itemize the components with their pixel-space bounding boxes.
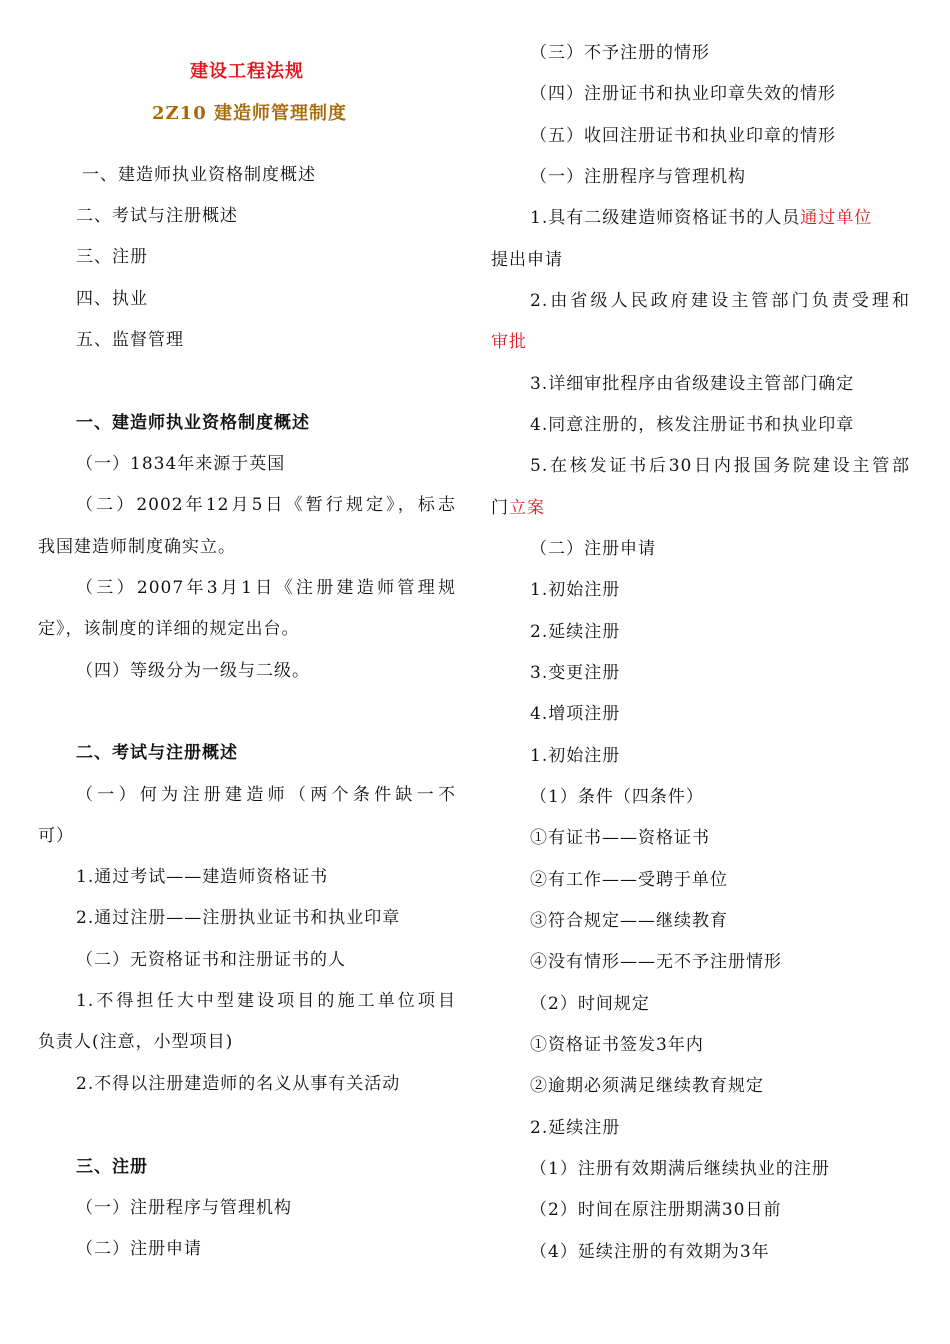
paragraph: 4.同意注册的，核发注册证书和执业印章 [530,415,855,435]
toc-item: 四、执业 [76,289,148,309]
paragraph: （一）注册程序与管理机构 [530,167,746,187]
paragraph: 2.延续注册 [530,622,621,642]
paragraph: 3.详细审批程序由省级建设主管部门确定 [530,374,855,394]
paragraph: ④没有情形——无不予注册情形 [530,952,782,972]
highlight-text: 立案 [509,498,545,518]
paragraph: （五）收回注册证书和执业印章的情形 [530,126,836,146]
paragraph: （4）延续注册的有效期为3年 [530,1242,770,1262]
paragraph: （三）不予注册的情形 [530,43,710,63]
paragraph: （二）2002年12月5日《暂行规定》，标志 [76,495,456,515]
paragraph: 可） [38,826,74,846]
paragraph: 2.通过注册——注册执业证书和执业印章 [76,908,401,928]
paragraph: 1.通过考试——建造师资格证书 [76,867,329,887]
highlight-text: 通过单位 [800,208,873,228]
paragraph: 2.不得以注册建造师的名义从事有关活动 [76,1074,401,1094]
paragraph: ②逾期必须满足继续教育规定 [530,1076,764,1096]
paragraph: （2）时间在原注册期满30日前 [530,1200,782,1220]
paragraph: （1）条件（四条件） [530,787,704,807]
paragraph: （2）时间规定 [530,994,650,1014]
paragraph: （四）注册证书和执业印章失效的情形 [530,84,836,104]
toc-item: 一、建造师执业资格制度概述 [82,165,316,185]
paragraph: 1.不得担任大中型建设项目的施工单位项目 [76,991,456,1011]
highlight-text: 审批 [491,332,527,352]
paragraph: （三）2007年3月1日《注册建造师管理规 [76,578,456,598]
paragraph: 定》，该制度的详细的规定出台。 [38,619,300,639]
section-heading: 一、建造师执业资格制度概述 [76,413,310,433]
toc-item: 五、监督管理 [76,330,184,350]
paragraph: （二）注册申请 [76,1239,202,1259]
paragraph: 3.变更注册 [530,663,621,683]
paragraph: 2.由省级人民政府建设主管部门负责受理和 [530,291,910,311]
paragraph: ①资格证书签发3年内 [530,1035,704,1055]
paragraph: 门立案 [491,498,545,518]
section-heading: 二、考试与注册概述 [76,743,238,763]
paragraph: 5.在核发证书后30日内报国务院建设主管部 [530,456,910,476]
paragraph: 1.初始注册 [530,580,621,600]
paragraph: （一）何为注册建造师（两个条件缺一不 [76,785,456,805]
paragraph: （1）注册有效期满后继续执业的注册 [530,1159,830,1179]
paragraph: （一）1834年来源于英国 [76,454,286,474]
paragraph: 负责人(注意，小型项目) [38,1032,234,1052]
paragraph: 1.具有二级建造师资格证书的人员通过单位 [530,208,873,228]
paragraph: 我国建造师制度确实立。 [38,537,236,557]
paragraph: （四）等级分为一级与二级。 [76,661,310,681]
paragraph: 2.延续注册 [530,1118,621,1138]
paragraph: （一）注册程序与管理机构 [76,1198,292,1218]
paragraph: ③符合规定——继续教育 [530,911,728,931]
paragraph: 1.初始注册 [530,746,621,766]
document-subtitle: 2Z10 建造师管理制度 [152,103,347,124]
paragraph: ②有工作——受聘于单位 [530,870,728,890]
paragraph: （二）无资格证书和注册证书的人 [76,950,346,970]
toc-item: 三、注册 [76,247,148,267]
paragraph: （二）注册申请 [530,539,656,559]
section-heading: 三、注册 [76,1157,148,1177]
paragraph: ①有证书——资格证书 [530,828,710,848]
paragraph: 提出申请 [491,250,563,270]
paragraph: 4.增项注册 [530,704,621,724]
document-title: 建设工程法规 [190,61,304,82]
toc-item: 二、考试与注册概述 [76,206,238,226]
